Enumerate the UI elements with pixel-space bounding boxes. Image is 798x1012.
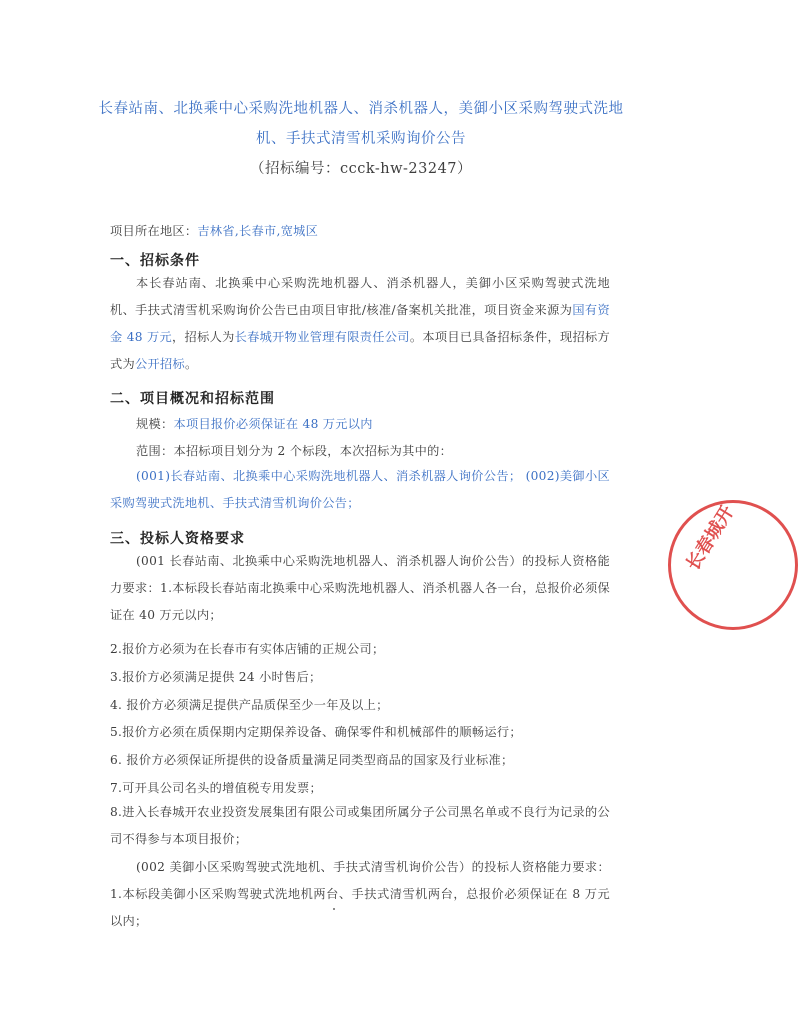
fund-source: 国有资金 48 万元	[110, 303, 610, 344]
section-1-text-a: 本长春站南、北换乘中心采购洗地机器人、消杀机器人，美御小区采购驾驶式洗地机、手扶式清雪机采购询价公告	[110, 276, 610, 317]
section-1-text-b: 已由项目审批/核准/备案机关批准，项目资金来源为	[286, 303, 573, 317]
lot-2-requirements: (002 美御小区采购驾驶式洗地机、手扶式清雪机询价公告）的投标人资格能力要求：1.本标段美御小区采购驾驶式洗地机两台、手扶式清雪机两台，总报价必须保证在 8 万元以内；	[110, 860, 610, 928]
requirement-6: 6. 报价方必须保证所提供的设备质量满足同类型商品的国家及行业标准；	[110, 753, 514, 767]
title-line-1: 长春站南、北换乘中心采购洗地机器人、消杀机器人，美御小区采购驾驶式洗地	[98, 101, 624, 117]
seal-text: 长春城开	[682, 502, 739, 575]
section-1-text-e: 。	[184, 357, 198, 371]
requirement-3: 3.报价方必须满足提供 24 小时售后；	[110, 670, 322, 684]
section-1-text-c: ，招标人为	[172, 330, 235, 344]
lot-1-requirements: (001 长春站南、北换乘中心采购洗地机器人、消杀机器人询价公告）的投标人资格能力要求：1.本标段长春站南北换乘中心采购洗地机器人、消杀机器人各一台，总报价必须保证在 40 万元以内；	[110, 554, 610, 622]
lots-list: (001)长春站南、北换乘中心采购洗地机器人、消杀机器人询价公告； (002)美御小区采购驾驶式洗地机、手扶式清雪机询价公告；	[110, 469, 610, 510]
scope-line: 范围：本招标项目划分为 2 个标段，本次招标为其中的：	[136, 444, 453, 458]
section-1-body	[110, 270, 610, 378]
requirement-5: 5.报价方必须在质保期内定期保养设备、确保零件和机械部件的顺畅运行；	[110, 725, 522, 739]
section-2-heading: 二、项目概况和招标范围	[110, 391, 275, 407]
page-mark	[333, 908, 335, 910]
section-3-heading: 三、投标人资格要求	[110, 531, 245, 547]
requirement-7: 7.可开具公司名头的增值税专用发票；	[110, 781, 323, 795]
location-label: 项目所在地区：	[110, 224, 198, 238]
requirement-8: 8.进入长春城开农业投资发展集团有限公司或集团所属分子公司黑名单或不良行为记录的公司不得参与本项目报价；	[110, 805, 610, 846]
section-1-text-d: 。本项目已具备招标条件，现招标方式为	[110, 330, 610, 371]
requirement-2: 2.报价方必须为在长春市有实体店铺的正规公司；	[110, 642, 385, 656]
scale-line	[136, 415, 636, 432]
official-seal	[668, 500, 798, 630]
location-value: 吉林省,长春市,宽城区	[197, 224, 319, 238]
title-line-2: 机、手扶式清雪机采购询价公告	[256, 131, 466, 147]
section-1-heading: 一、招标条件	[110, 253, 200, 269]
scale-value: 本项目报价必须保证在 48 万元以内	[173, 417, 373, 431]
tender-method: 公开招标	[134, 357, 185, 371]
requirement-4: 4. 报价方必须满足提供产品质保至少一年及以上；	[110, 698, 389, 712]
tenderer-name: 长春城开物业管理有限责任公司	[234, 330, 410, 344]
project-location	[110, 222, 610, 239]
tender-number: （招标编号：ccck-hw-23247）	[249, 161, 473, 177]
scale-label: 规模：	[136, 417, 174, 431]
